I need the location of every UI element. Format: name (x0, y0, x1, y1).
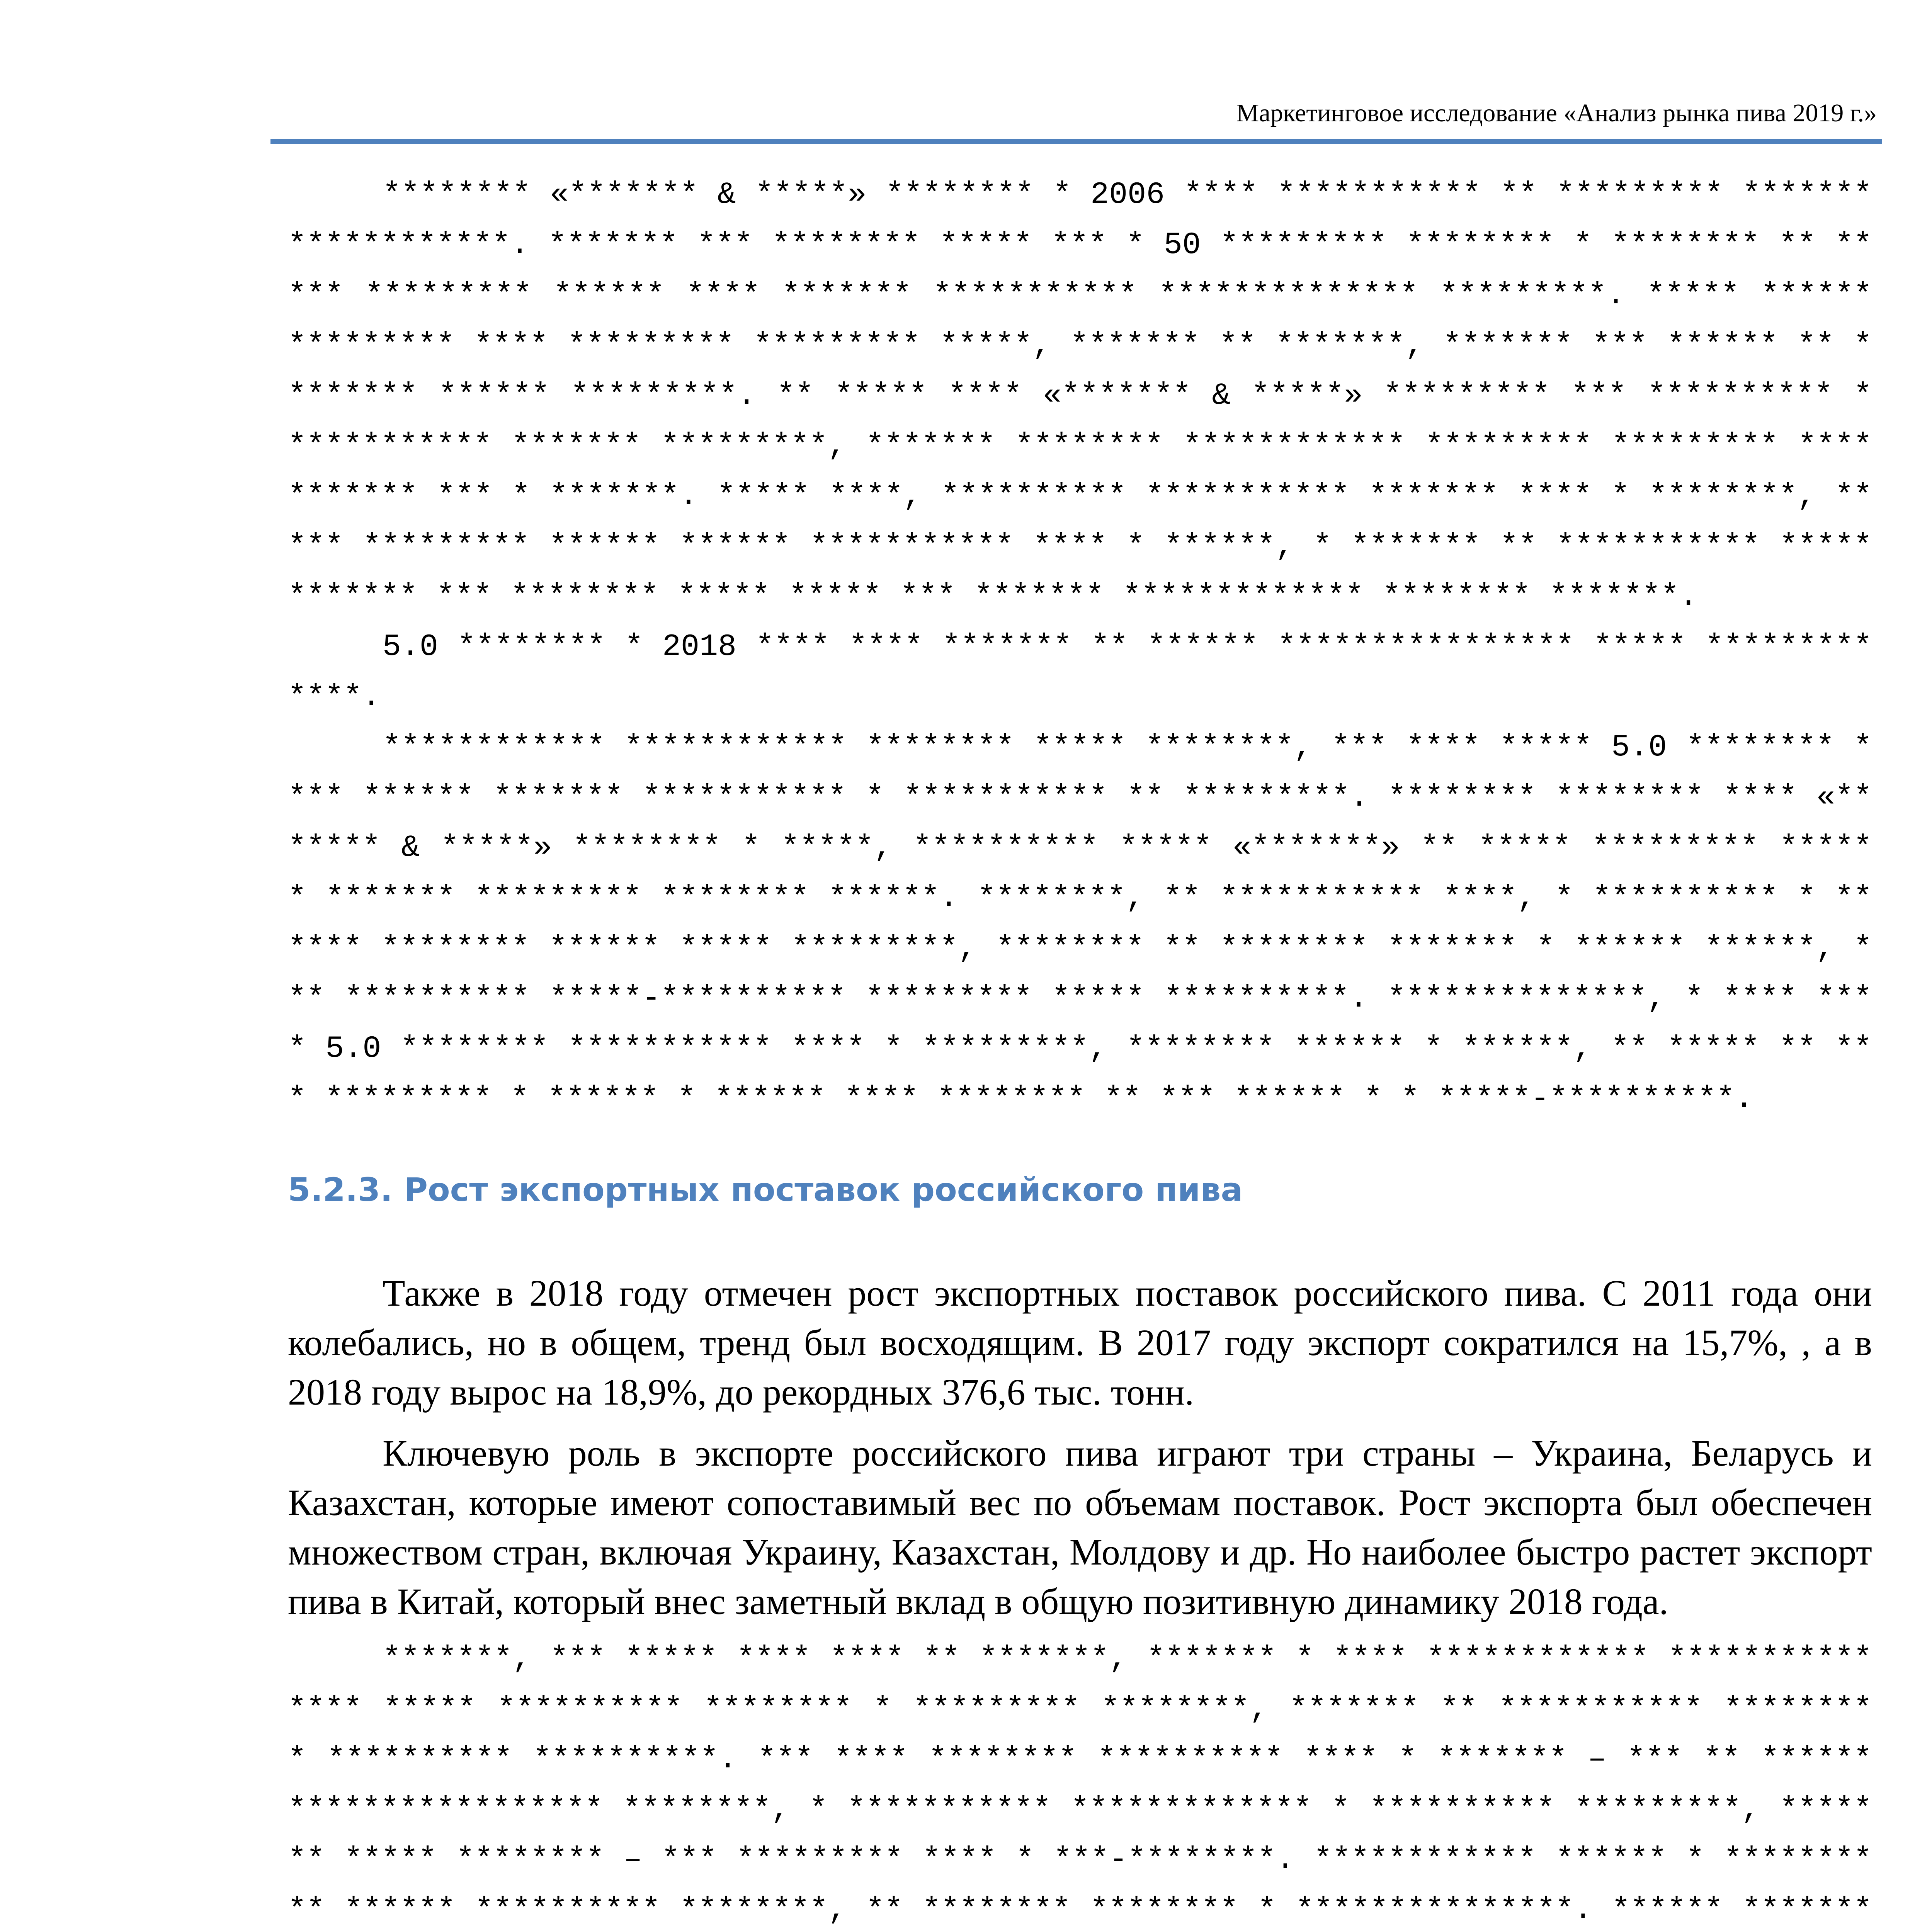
content-area (288, 155, 1872, 1932)
header-divider (270, 139, 1882, 144)
header-title: Маркетинговое исследование «Анализ рынка пива 2019 г.» (1236, 99, 1877, 127)
body-paragraph-key-countries: Ключевую роль в экспорте российского пива играют три страны – Украина, Беларусь и Казахстан, которые имеют сопоставимый вес по объемам поставок. Рост экспорта был обеспечен множеством стран, включая Украину, Казахстан, Молдову и др. Но наиболее быстро растет экспорт пива в Китай, который внес заметный вклад в общую позитивную динамику 2018 года. (288, 1432, 1872, 1622)
masked-paragraph-3: ************ ************ ******** ***** ********, *** **** ***** 5.0 ******** **** ****** ******* *********** * *********** ** *********. ******** ******** **** «******* & *****» ******** * *****, ********** ***** «*******» ** ***** ********* ***** * ******* ********* ******** ******. ********, ** *********** ****, * ********** * ****** ******** ****** ***** *********, ******** ** ******** ******* * ****** ******, * ** ********** *****-********** ********* ***** **********. **************, * **** **** 5.0 ******** *********** **** * *********, ******** ****** * ******, ** ***** ** *** ********* * ****** * ****** **** ******** ** *** ****** * * *****-**********. (288, 730, 1872, 1117)
masked-paragraph-4: *******, *** ***** **** **** ** *******, ******* * **** ************ *************** ***** ********** ******** * ********* ********, ******* ** *********** ******** * ********** **********. *** **** ******** ********** **** * ******* – *** ** ****** ***************** ********, * *********** ************* * ********** *********, ******* ***** ******** – *** ********* **** * ***-********. ************ ****** * ********** ****** ********** ********, ** ******** ******** * ***************. ****** ******* (288, 1641, 1872, 1928)
section-heading-5-2-3: 5.2.3. Рост экспортных поставок российского пива (288, 1171, 1243, 1209)
body-paragraph-export-growth: Также в 2018 году отмечен рост экспортных поставок российского пива. С 2011 года они колебались, но в общем, тренд был восходящим. В 2017 году экспорт сократился на 15,7%, , а в 2018 году вырос на 18,9%, до рекордных 376,6 тыс. тонн. (288, 1272, 1872, 1413)
masked-paragraph-1: ******** «******* & *****» ******** * 2006 **** *********** ** ********* ******* ************. ******* *** ******** ***** *** * 50 ********* ******** * ******** ** ***** ********* ****** **** ******* *********** ************** *********. ***** ****** ********* **** ********* ********* *****, ******* ** *******, ******* *** ****** ** ******** ****** *********. ** ***** **** «******* & *****» ********* *** ********** * *********** ******* *********, ******* ******** ************ ********* ********* **** ******* *** * *******. ***** ****, ********** *********** ******* **** * ********, ***** ********* ****** ****** *********** **** * ******, * ******* ** *********** ************ *** ******** ***** ***** *** ******* ************* ******** *******. (288, 177, 1872, 614)
masked-paragraph-2: 5.0 ******** * 2018 **** **** ******* ** ****** **************** ***** ********* ****. (288, 629, 1872, 715)
